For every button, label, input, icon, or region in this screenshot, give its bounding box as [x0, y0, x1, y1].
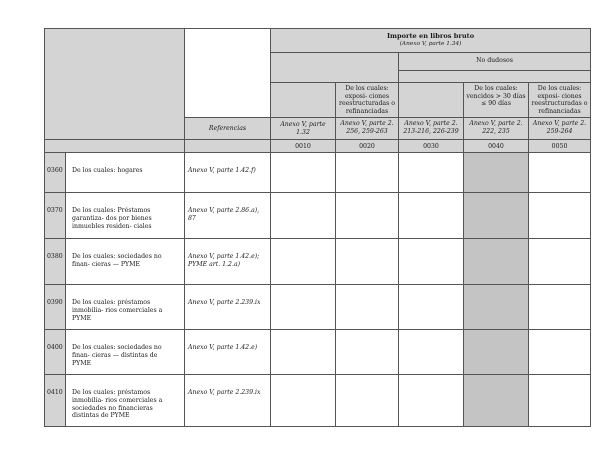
header-blank-left — [45, 29, 185, 140]
cell-0020 — [336, 239, 399, 285]
ref-0020: Anexo V, parte 2. 256, 259-263 — [336, 118, 399, 140]
row-ref: Anexo V, parte 2.86.a), 87 — [185, 193, 271, 239]
finrep-table — [44, 28, 591, 427]
cell-0040 — [464, 239, 529, 285]
cell-0030 — [399, 153, 464, 193]
table-row — [45, 375, 591, 427]
row-code: 0410 — [45, 375, 66, 427]
code-row-blank-left — [45, 140, 185, 153]
cell-0010 — [271, 153, 336, 193]
cell-0010 — [271, 285, 336, 330]
main-header — [271, 29, 591, 53]
cell-0030 — [399, 285, 464, 330]
cell-0010 — [271, 375, 336, 427]
table-row — [45, 239, 591, 285]
cell-0030 — [399, 375, 464, 427]
main-header-title: Importe en libros bruto — [386, 32, 475, 40]
header-blank-ref — [185, 29, 271, 118]
cell-0050 — [529, 285, 591, 330]
code-0010: 0010 — [271, 140, 336, 153]
report-table-page — [44, 28, 591, 427]
row-code: 0380 — [45, 239, 66, 285]
cell-0020 — [336, 153, 399, 193]
cell-0020 — [336, 193, 399, 239]
cell-0020 — [336, 375, 399, 427]
ref-0050: Anexo V, parte 2. 259-264 — [529, 118, 591, 140]
row-ref: Anexo V, parte 1.42.e) — [185, 330, 271, 375]
cell-0010 — [271, 193, 336, 239]
col-0010-head — [271, 83, 336, 118]
ref-0040: Anexo V, parte 2. 222, 235 — [464, 118, 529, 140]
row-label: De los cuales: hogares — [66, 153, 185, 193]
cell-0050 — [529, 330, 591, 375]
cell-0030 — [399, 330, 464, 375]
table-row — [45, 153, 591, 193]
col-0050-head: De los cuales: exposi- ciones reestructuradas o refinanciadas — [529, 83, 591, 118]
row-label: De los cuales: préstamos inmobilia- rios comerciales a sociedades no financieras distintas de PYME — [66, 375, 185, 427]
row-code: 0400 — [45, 330, 66, 375]
cell-0030 — [399, 193, 464, 239]
row-label: De los cuales: Préstamos garantiza- dos por bienes inmuebles residen- ciales — [66, 193, 185, 239]
ref-0010: Anexo V, parte 1.32 — [271, 118, 336, 140]
cell-0020 — [336, 285, 399, 330]
table-row — [45, 193, 591, 239]
table-row — [45, 330, 591, 375]
code-0030: 0030 — [399, 140, 464, 153]
row-label: De los cuales: sociedades no finan- cieras — distintas de PYME — [66, 330, 185, 375]
header-blank-0010-0020 — [271, 53, 399, 83]
row-code: 0370 — [45, 193, 66, 239]
cell-0040 — [464, 285, 529, 330]
row-label: De los cuales: préstamos inmobilia- rios comerciales a PYME — [66, 285, 185, 330]
cell-0010 — [271, 239, 336, 285]
cell-0050 — [529, 193, 591, 239]
cell-0050 — [529, 375, 591, 427]
cell-0020 — [336, 330, 399, 375]
code-0040: 0040 — [464, 140, 529, 153]
table-row — [45, 285, 591, 330]
header-blank-sub — [399, 71, 591, 83]
cell-0050 — [529, 239, 591, 285]
cell-0010 — [271, 330, 336, 375]
referencias-header: Referencias — [185, 118, 271, 140]
row-ref: Anexo V, parte 1.42.e); PYME art. 1.2.a) — [185, 239, 271, 285]
code-0050: 0050 — [529, 140, 591, 153]
row-ref: Anexo V, parte 2.239.ix — [185, 375, 271, 427]
cell-0040 — [464, 330, 529, 375]
code-row-blank-ref — [185, 140, 271, 153]
row-ref: Anexo V, parte 1.42.f) — [185, 153, 271, 193]
col-0020-head: De los cuales: exposi- ciones reestructuradas o refinanciadas — [336, 83, 399, 118]
row-code: 0360 — [45, 153, 66, 193]
cell-0040 — [464, 153, 529, 193]
cell-0030 — [399, 239, 464, 285]
code-0020: 0020 — [336, 140, 399, 153]
row-label: De los cuales: sociedades no finan- cieras — PYME — [66, 239, 185, 285]
cell-0040 — [464, 193, 529, 239]
row-code: 0390 — [45, 285, 66, 330]
main-header-subtitle: (Anexo V, parte 1.34) — [399, 40, 462, 47]
cell-0050 — [529, 153, 591, 193]
row-ref: Anexo V, parte 2.239.ix — [185, 285, 271, 330]
ref-0030: Anexo V, parte 2. 213-216, 226-239 — [399, 118, 464, 140]
cell-0040 — [464, 375, 529, 427]
no-dudosos-header: No dudosos — [399, 53, 591, 71]
col-0040-head: De los cuales: vencidos > 30 días ≤ 90 días — [464, 83, 529, 118]
col-0030-head — [399, 83, 464, 118]
